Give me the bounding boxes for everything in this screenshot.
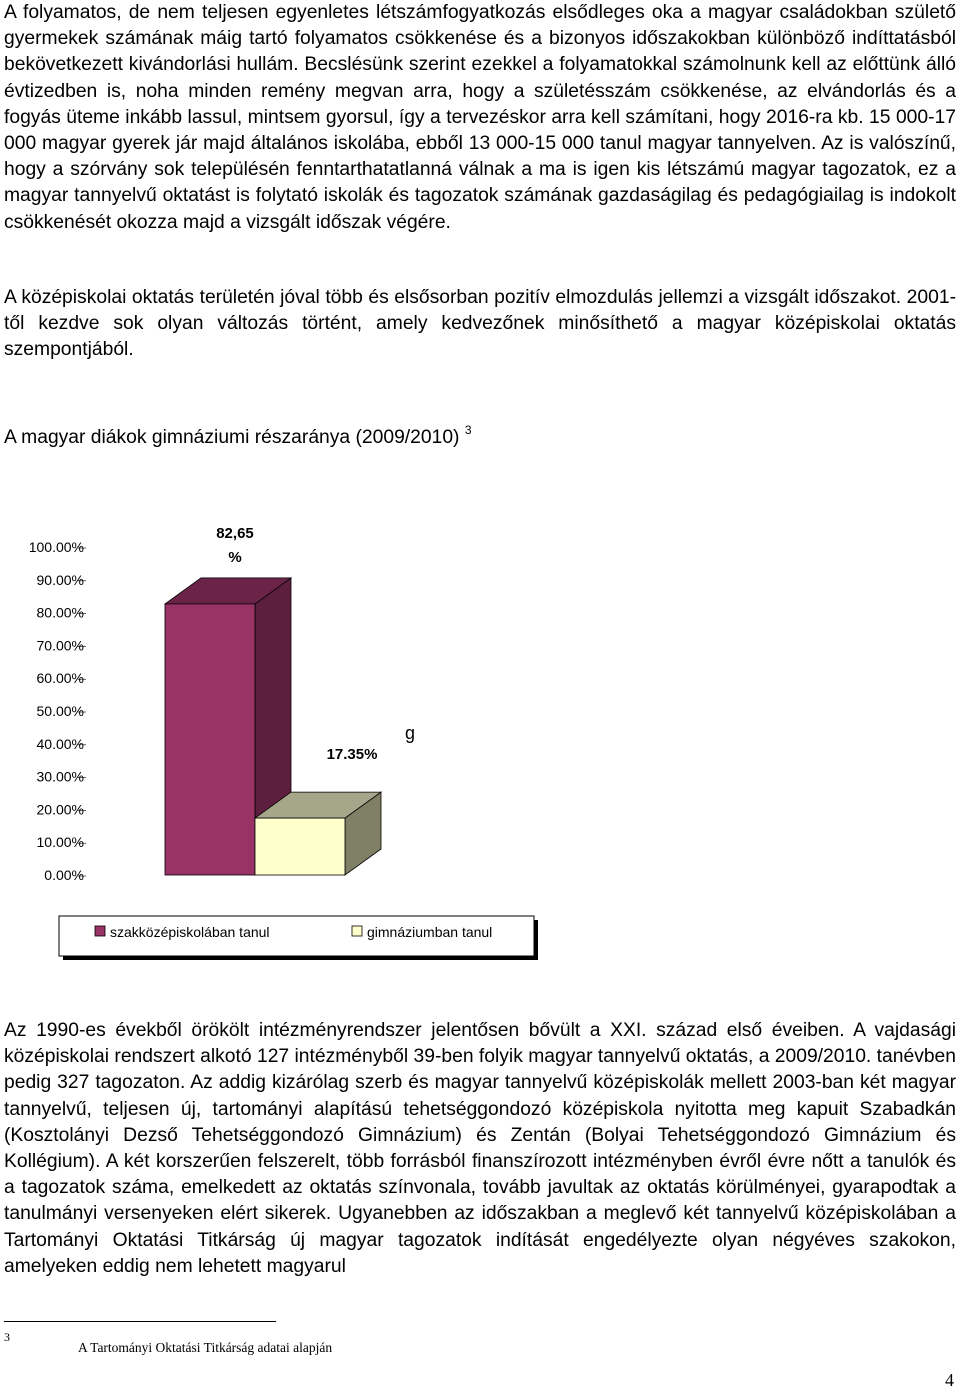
y-tick-label: 100.00% bbox=[28, 539, 84, 555]
y-tick-label: 60.00% bbox=[36, 670, 84, 687]
y-tick-label: 10.00% bbox=[36, 834, 84, 851]
y-tick-label: 0.00% bbox=[44, 867, 84, 883]
y-tick-label: 30.00% bbox=[36, 768, 84, 785]
paragraph-1: A folyamatos, de nem teljesen egyenletes létszámfogyatkozás elsődleges oka a magyar családokban születő gyermekek számának máig tartó folyamatos csökkenése és a bizonyos időszakokban különböző indíttatásból bekövetkezett kivándorlási hullám. Becslésünk szerint ezekkel a folyamatokkal számolnunk kell az előttünk álló évtizedben is, noha minden remény megvan arra, hogy a születésszám csökkenése, az elvándorlás és a fogyás üteme inkább lassul, mintsem gyorsul, így a tervezéskor arra kell számítani, hogy 2016-ra kb. 15 000-17 000 magyar gyerek jár majd általános iskolába, ebből 13 000-15 000 tanul magyar tannyelven. Az is valószínű, hogy a szórvány sok településén fenntarthatatlanná válnak a ma is igen kis létszámú magyar tagozatok, ez a magyar tannyelvű oktatást is folytató iskolák és tagozatok számának gazdaságilag és pedagógiailag is indokolt csökkenését okozza majd a vizsgált időszak végére. bbox=[4, 2, 956, 233]
chart-title-text: A magyar diákok gimnáziumi részaránya (2009/2010) bbox=[4, 427, 460, 448]
y-tick-label: 20.00% bbox=[36, 801, 84, 818]
legend-swatch bbox=[95, 926, 105, 936]
legend bbox=[59, 916, 538, 960]
y-tick-label: 70.00% bbox=[36, 637, 84, 654]
legend-swatch bbox=[352, 926, 362, 936]
legend-item-2 bbox=[352, 924, 492, 940]
y-tick-label: 40.00% bbox=[36, 735, 84, 752]
y-tick-label: 90.00% bbox=[36, 571, 84, 588]
y-tick-label: 50.00% bbox=[36, 703, 84, 719]
legend-label: gimnáziumban tanul bbox=[367, 924, 493, 940]
footnote-mark: 3 bbox=[4, 1330, 10, 1344]
bars bbox=[165, 578, 381, 875]
page-number: 4 bbox=[945, 1370, 954, 1390]
chart-title bbox=[4, 417, 472, 451]
bar-front-face bbox=[165, 604, 255, 875]
chart-title-footnote-ref: 3 bbox=[464, 423, 472, 437]
legend-item-1 bbox=[95, 924, 270, 940]
stray-label: g bbox=[404, 723, 416, 743]
bar-2 bbox=[255, 792, 381, 875]
legend-label: szakközépiskolában tanul bbox=[110, 924, 270, 940]
footnote-rule bbox=[4, 1321, 276, 1322]
bar-front-face bbox=[255, 818, 345, 875]
footnote-text: A Tartományi Oktatási Titkárság adatai alapján bbox=[78, 1340, 333, 1355]
bar-chart bbox=[0, 500, 960, 970]
y-tick-label: 80.00% bbox=[36, 604, 84, 621]
paragraph-2: A középiskolai oktatás területén jóval több és elsősorban pozitív elmozdulás jellemzi a vizsgált időszakot. 2001-től kezdve sok olyan változás történt, amely kedvezőnek minősíthető a magyar középiskolai oktatás szempontjából. bbox=[4, 287, 956, 361]
y-axis bbox=[29, 539, 86, 883]
data-label-bar-2: 17.35% bbox=[326, 746, 378, 763]
paragraph-3: Az 1990-es évekből örökölt intézményrendszer jelentősen bővült a XXI. század első éveiben. A vajdasági középiskolai rendszert alkotó 127 intézményből 39-ben folyik magyar tannyelvű oktatás, a 2009/2010. tanévben pedig 327 tagozaton. Az addig kizárólag szerb és magyar tannyelvű középiskolák mellett 2003-ban két magyar tannyelvű, teljesen új, tartományi alapítású tehetséggondozó középiskola nyitotta meg kapuit Szabadkán (Kosztolányi Dezső Tehetséggondozó Gimnázium) és Zentán (Bolyai Tehetséggondozó Gimnázium és Kollégium). A két korszerűen felszerelt, több forrásból finanszírozott intézményben évről évre nőtt a tanulók és a tagozatok száma, emelkedett az oktatás színvonala, tovább javultak az oktatás körülményei, gyarapodtak a tanulmányi versenyeken elért sikerek. Ugyanebben az időszakban a meglevő két tannyelvű középiskolában a Tartományi Oktatási Titkárság új magyar tagozatok indítását engedélyezte olyan négyéves szakokon, amelyeken eddig nem lehetett magyarul bbox=[4, 1020, 956, 1277]
data-label-bar-1: 82,65 % bbox=[216, 525, 254, 566]
